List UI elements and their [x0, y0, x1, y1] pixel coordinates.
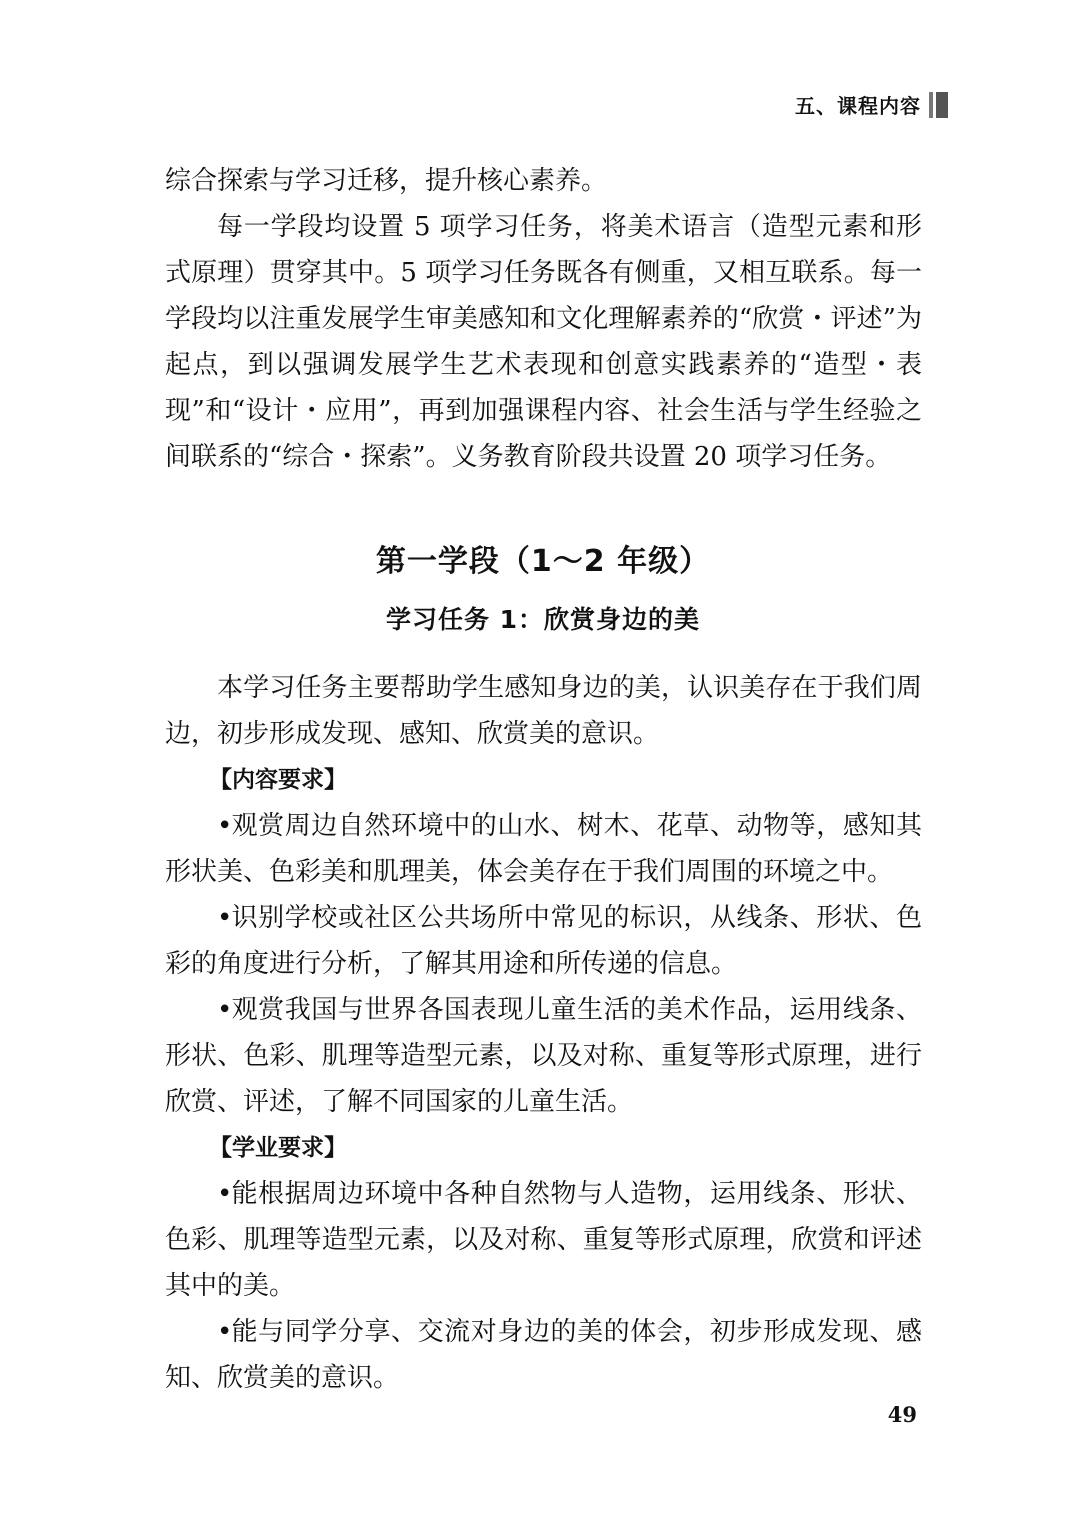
page-number: 49: [887, 1402, 917, 1427]
intro-paragraph-1: 综合探索与学习迁移，提升核心素养。: [165, 166, 608, 196]
content-requirements-heading: 【内容要求】: [209, 767, 347, 793]
running-header-title: 五、课程内容: [795, 94, 921, 118]
academic-item-text: 能根据周边环境中各种自然物与人造物，运用线条、形状、色彩、肌理等造型元素，以及对称、重复等形式原理，欣赏和评述其中的美。: [165, 1179, 922, 1301]
content-item: [165, 803, 922, 895]
header-bar-thin: [929, 92, 933, 118]
bullet-icon: •: [217, 1179, 233, 1209]
academic-item-text: 能与同学分享、交流对身边的美的体会，初步形成发现、感知、欣赏美的意识。: [165, 1317, 922, 1393]
section-title: 第一学段（1～2 年级）: [375, 544, 711, 579]
content-item-text: 识别学校或社区公共场所中常见的标识，从线条、形状、色彩的角度进行分析，了解其用途和所传递的信息。: [165, 903, 922, 979]
content-item: [165, 895, 922, 987]
academic-item: [165, 1309, 922, 1401]
bullet-icon: •: [217, 1317, 233, 1347]
content-item-text: 观赏我国与世界各国表现儿童生活的美术作品，运用线条、形状、色彩、肌理等造型元素，以及对称、重复等形式原理，进行欣赏、评述，了解不同国家的儿童生活。: [165, 995, 922, 1117]
task-text-block: [165, 665, 922, 1401]
running-header: [795, 90, 948, 119]
intro-text-block: [165, 158, 922, 480]
bullet-icon: •: [217, 811, 233, 841]
task-summary: 本学习任务主要帮助学生感知身边的美，认识美存在于我们周边，初步形成发现、感知、欣赏美的意识。: [165, 673, 922, 749]
header-bar-thick: [936, 92, 948, 118]
header-bar-marker-icon: [929, 92, 948, 118]
task-title: 学习任务 1：欣赏身边的美: [385, 605, 701, 634]
content-item-text: 观赏周边自然环境中的山水、树木、花草、动物等，感知其形状美、色彩美和肌理美，体会美存在于我们周围的环境之中。: [165, 811, 922, 887]
bullet-icon: •: [217, 903, 233, 933]
academic-requirements-heading: 【学业要求】: [209, 1135, 347, 1161]
academic-item: [165, 1171, 922, 1309]
intro-paragraph-2: 每一学段均设置 5 项学习任务，将美术语言（造型元素和形式原理）贯穿其中。5 项学习任务既各有侧重，又相互联系。每一学段均以注重发展学生审美感知和文化理解素养的“欣赏・评述”为起点，到以强调发展学生艺术表现和创意实践素养的“造型・表现”和“设计・应用”，再到加强课程内容、社会生活与学生经验之间联系的“综合・探索”。义务教育阶段共设置 20 项学习任务。: [165, 212, 922, 472]
bullet-icon: •: [217, 995, 233, 1025]
content-item: [165, 987, 922, 1125]
